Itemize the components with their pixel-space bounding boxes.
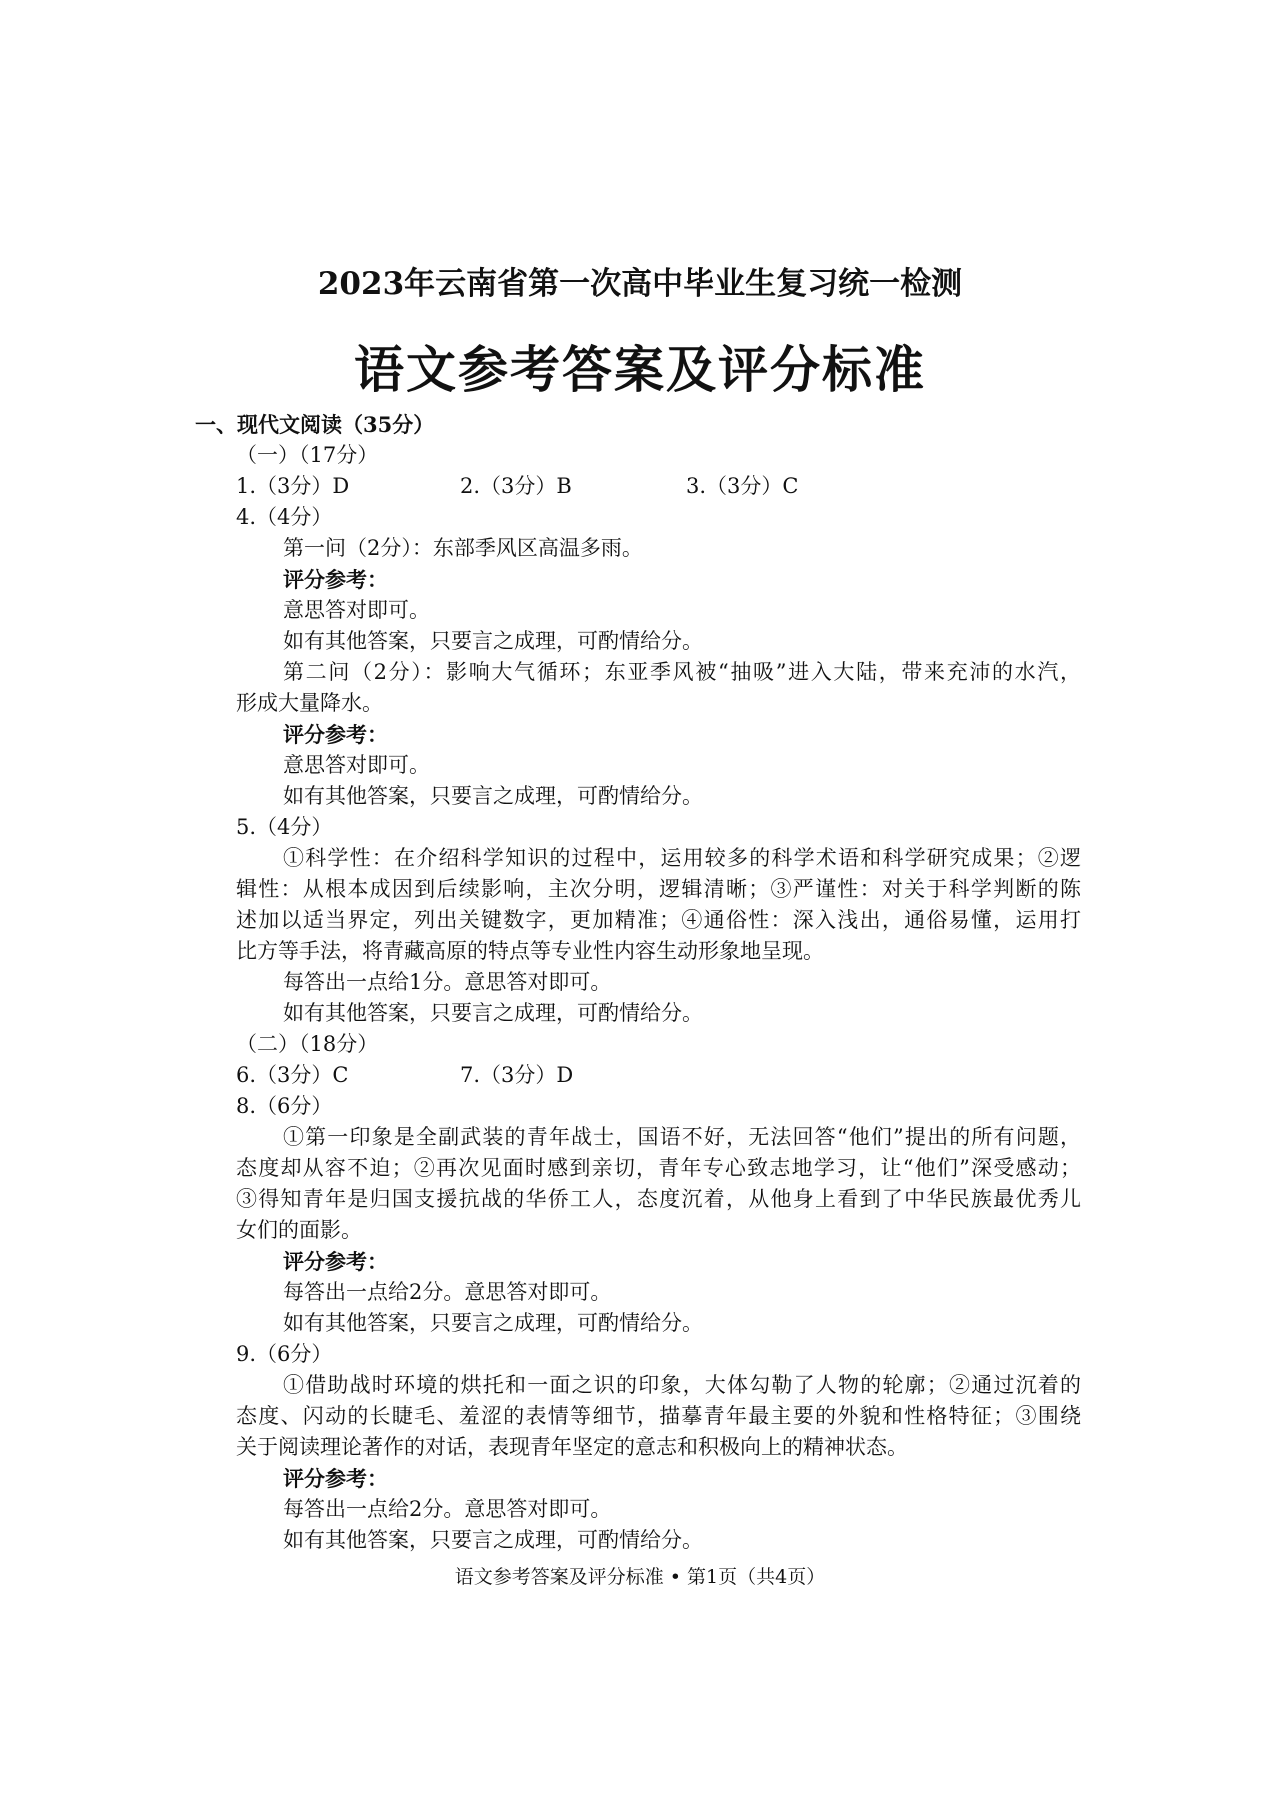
answer-text: 述加以适当界定，列出关键数字，更加精准；④通俗性：深入浅出，通俗易懂，运用打 <box>236 908 1081 932</box>
answer-text: 第二问（2分）：影响大气循环；东亚季风被“抽吸”进入大陆，带来充沛的水汽， <box>283 660 1081 684</box>
scoring-note: 如有其他答案，只要言之成理，可酌情给分。 <box>283 1311 703 1335</box>
scoring-note: 每答出一点给1分。意思答对即可。 <box>283 970 612 994</box>
scoring-note: 每答出一点给2分。意思答对即可。 <box>283 1497 612 1521</box>
part-heading: （一）（17分） <box>236 443 379 467</box>
scoring-note: 如有其他答案，只要言之成理，可酌情给分。 <box>283 1528 703 1552</box>
answer-text: 女们的面影。 <box>236 1218 362 1242</box>
document-title: 语文参考答案及评分标准 <box>354 340 926 399</box>
answer-q2: 2.（3分）B <box>460 474 572 498</box>
answer-q6: 6.（3分）C <box>236 1063 349 1087</box>
answer-text: 形成大量降水。 <box>236 691 383 715</box>
scoring-note: 如有其他答案，只要言之成理，可酌情给分。 <box>283 1001 703 1025</box>
answer-text: 比方等手法，将青藏高原的特点等专业性内容生动形象地呈现。 <box>236 939 824 963</box>
answer-q7: 7.（3分）D <box>460 1063 574 1087</box>
question-label-q5: 5.（4分） <box>236 815 333 839</box>
answer-text: ①借助战时环境的烘托和一面之识的印象，大体勾勒了人物的轮廓；②通过沉着的 <box>283 1373 1081 1397</box>
scoring-note: 如有其他答案，只要言之成理，可酌情给分。 <box>283 629 703 653</box>
question-label-q9: 9.（6分） <box>236 1342 333 1366</box>
scoring-note: 每答出一点给2分。意思答对即可。 <box>283 1280 612 1304</box>
scoring-note: 意思答对即可。 <box>283 753 430 777</box>
answer-text: 辑性：从根本成因到后续影响，主次分明，逻辑清晰；③严谨性：对关于科学判断的陈 <box>236 877 1081 901</box>
scoring-reference-label: 评分参考： <box>283 1466 388 1491</box>
scoring-note: 如有其他答案，只要言之成理，可酌情给分。 <box>283 784 703 808</box>
exam-title: 2023年云南省第一次高中毕业生复习统一检测 <box>317 266 963 302</box>
answer-text: 态度、闪动的长睫毛、羞涩的表情等细节，描摹青年最主要的外貌和性格特征；③围绕 <box>236 1404 1081 1428</box>
section-heading: 一、现代文阅读（35分） <box>195 412 435 437</box>
page-footer: 语文参考答案及评分标准 • 第1页（共4页） <box>454 1566 826 1588</box>
answer-text: ①第一印象是全副武装的青年战士，国语不好，无法回答“他们”提出的所有问题， <box>283 1125 1081 1149</box>
scoring-reference-label: 评分参考： <box>283 722 388 747</box>
scoring-reference-label: 评分参考： <box>283 1249 388 1274</box>
answer-text: 第一问（2分）：东部季风区高温多雨。 <box>283 536 643 560</box>
answer-text: 态度却从容不迫；②再次见面时感到亲切，青年专心致志地学习，让“他们”深受感动； <box>236 1156 1081 1180</box>
answer-q3: 3.（3分）C <box>686 474 799 498</box>
answer-text: ①科学性：在介绍科学知识的过程中，运用较多的科学术语和科学研究成果；②逻 <box>283 846 1081 870</box>
answer-text: ③得知青年是归国支援抗战的华侨工人，态度沉着，从他身上看到了中华民族最优秀儿 <box>236 1187 1081 1211</box>
question-label-q4: 4.（4分） <box>236 505 333 529</box>
question-label-q8: 8.（6分） <box>236 1094 333 1118</box>
answer-text: 关于阅读理论著作的对话，表现青年坚定的意志和积极向上的精神状态。 <box>236 1435 908 1459</box>
part-heading: （二）（18分） <box>236 1032 379 1056</box>
scoring-reference-label: 评分参考： <box>283 567 388 592</box>
answer-q1: 1.（3分）D <box>236 474 350 498</box>
scoring-note: 意思答对即可。 <box>283 598 430 622</box>
